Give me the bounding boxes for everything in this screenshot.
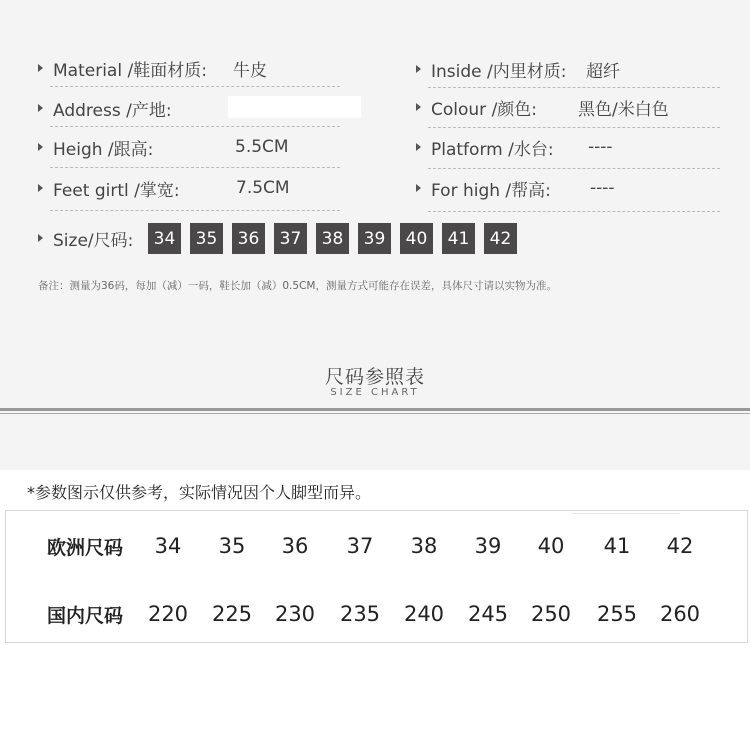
bullet-triangle-icon [416,184,421,192]
spec-label: Colour /颜色: [431,99,538,120]
divider [428,211,720,212]
bullet-triangle-icon [38,143,43,151]
cn-size-cell: 220 [147,602,189,626]
spec-row-address [38,93,172,123]
spec-value: 7.5CM [236,178,290,198]
divider [50,210,340,211]
spec-value: 5.5CM [235,137,289,157]
spec-label: Feet girtl /掌宽: [53,180,180,201]
bullet-triangle-icon [416,65,421,73]
cn-size-cell: 245 [467,602,509,626]
measurement-note: 备注：测量为36码，每加（减）一码，鞋长加（减）0.5CM，测量方式可能存在误差，具体尺寸请以实物为准。 [38,280,557,292]
spec-value: 牛皮 [233,60,267,81]
divider [50,167,340,168]
eu-size-cell: 42 [666,534,694,558]
cn-size-cell: 230 [274,602,316,626]
spec-row-material [38,53,267,83]
size-chip: 36 [232,223,265,254]
faint-line [572,513,680,514]
divider [50,126,340,127]
spec-row-heigh [38,132,289,162]
eu-size-cell: 37 [346,534,374,558]
spec-value: ---- [590,178,615,198]
cn-size-cell: 250 [530,602,572,626]
cn-size-cell: 235 [339,602,381,626]
bullet-triangle-icon [416,143,421,151]
bullet-triangle-icon [38,64,43,72]
spec-label: Material /鞋面材质: [53,60,207,81]
size-chip: 41 [442,223,475,254]
section-divider-thin [0,413,750,414]
eu-size-header: 欧洲尺码 [47,537,124,559]
divider [428,127,720,128]
spec-row-colour [416,92,669,122]
eu-size-cell: 34 [154,534,182,558]
divider [50,86,340,87]
spec-label: Address /产地: [53,100,172,121]
spec-label: For high /帮高: [431,180,551,201]
size-chip: 34 [148,223,181,254]
size-chip: 35 [190,223,223,254]
cn-size-cell: 225 [211,602,253,626]
size-chip: 42 [484,223,517,254]
bullet-triangle-icon [38,234,43,242]
bullet-triangle-icon [38,184,43,192]
section-divider [0,408,750,411]
eu-size-cell: 38 [410,534,438,558]
cn-size-cell: 240 [403,602,445,626]
cn-size-cell: 260 [659,602,701,626]
size-chip: 37 [274,223,307,254]
cn-size-cell: 255 [596,602,638,626]
eu-size-cell: 36 [281,534,309,558]
divider [428,168,720,169]
size-chip: 38 [316,223,349,254]
spec-value: 超纤 [586,61,620,82]
size-chart-title: 尺码参照表 [324,366,425,388]
spec-label: Heigh /跟高: [53,139,154,160]
divider [428,87,720,88]
table-bottom-border [5,642,747,643]
cn-size-header: 国内尺码 [47,605,124,627]
size-chip: 39 [358,223,391,254]
spec-row-platform [416,132,613,162]
eu-size-cell: 41 [603,534,631,558]
bullet-triangle-icon [416,103,421,111]
size-chip: 40 [400,223,433,254]
spec-value: ---- [588,137,613,157]
bullet-triangle-icon [38,104,43,112]
spec-value: 黑色/米白色 [578,99,669,120]
eu-size-cell: 35 [218,534,246,558]
size-row [38,222,133,254]
size-label: Size/尺码: [53,230,134,251]
spec-label: Platform /水台: [431,139,554,160]
address-value-blank [228,96,361,118]
reference-note: *参数图示仅供参考，实际情况因个人脚型而异。 [27,483,372,502]
spec-row-for-high [416,173,615,203]
spec-row-feet-girth [38,173,290,203]
eu-size-cell: 39 [474,534,502,558]
spec-label: Inside /内里材质: [431,61,567,82]
spec-row-inside [416,54,620,84]
eu-size-cell: 40 [537,534,565,558]
size-chart-subtitle: SIZE CHART [330,387,420,398]
